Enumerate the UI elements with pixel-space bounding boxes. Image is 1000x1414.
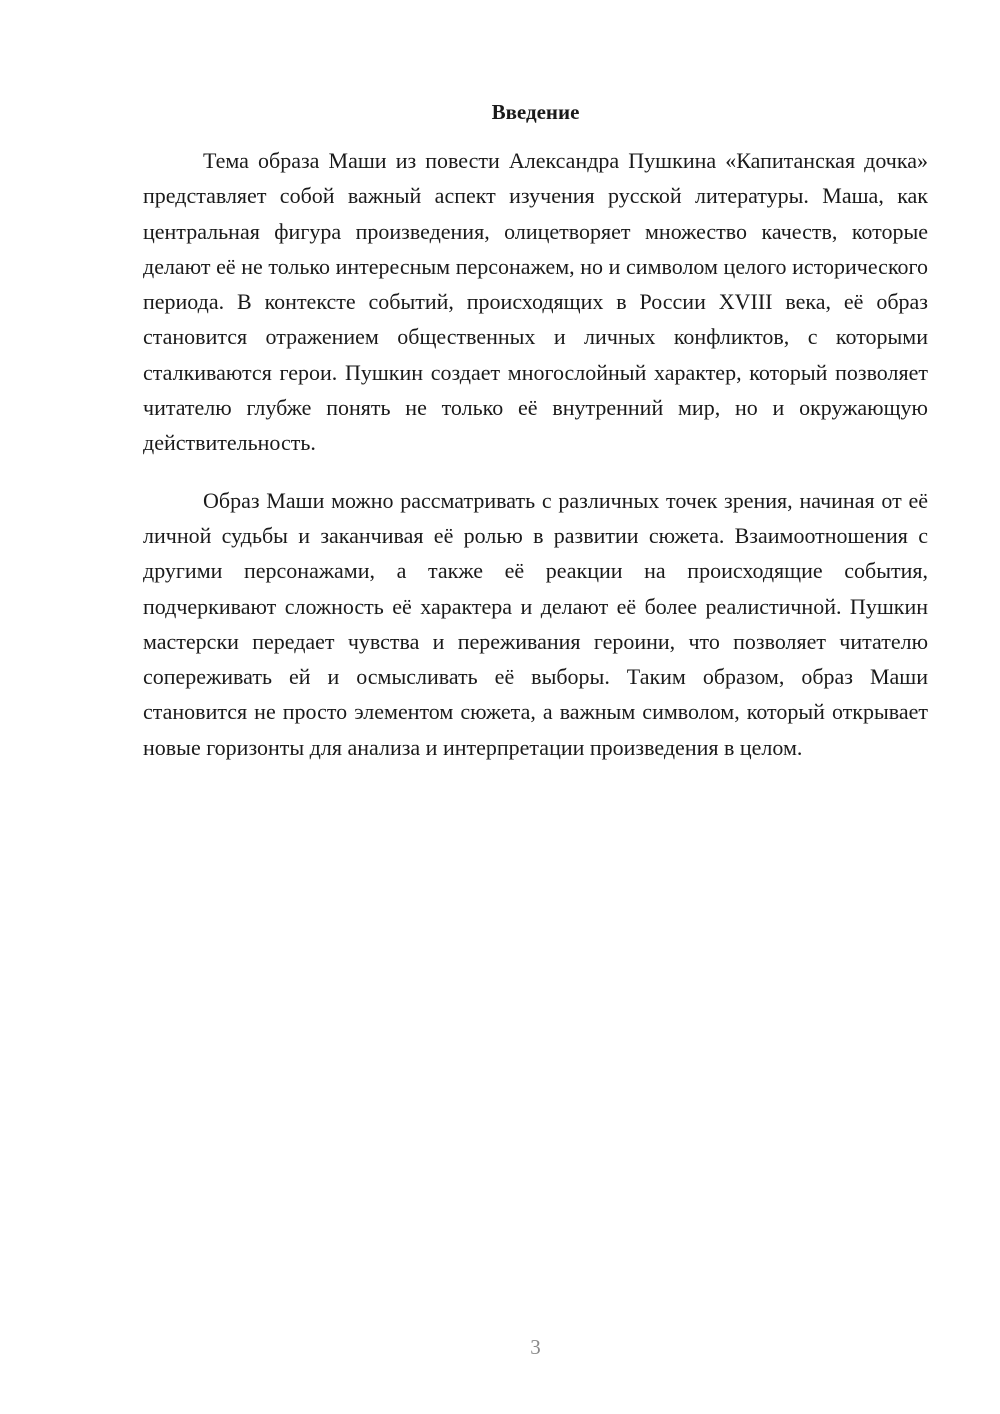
body-text xyxy=(143,143,928,765)
page-number: 3 xyxy=(530,1335,541,1359)
section-heading: Введение xyxy=(491,100,580,124)
paragraph-2: Образ Маши можно рассматривать с различных точек зрения, начиная от её личной судьбы и заканчивая её ролью в развитии сюжета. Взаимоотношения с другими персонажами, а также её реакции на происходящие события, подчеркивают сложность её характера и делают её более реалистичной. Пушкин мастерски передает чувства и переживания героини, что позволяет читателю сопереживать ей и осмысливать её выборы. Таким образом, образ Маши становится не просто элементом сюжета, а важным символом, который открывает новые горизонты для анализа и интерпретации произведения в целом. xyxy=(143,487,928,760)
paragraph-1: Тема образа Маши из повести Александра Пушкина «Капитанская дочка» представляет собой важный аспект изучения русской литературы. Маша, как центральная фигура произведения, олицетворяет множество качеств, которые делают её не только интересным персонажем, но и символом целого исторического периода. В контексте событий, происходящих в России XVIII века, её образ становится отражением общественных и личных конфликтов, с которыми сталкиваются герои. Пушкин создает многослойный характер, который позволяет читателю глубже понять не только её внутренний мир, но и окружающую действительность. xyxy=(143,148,928,456)
